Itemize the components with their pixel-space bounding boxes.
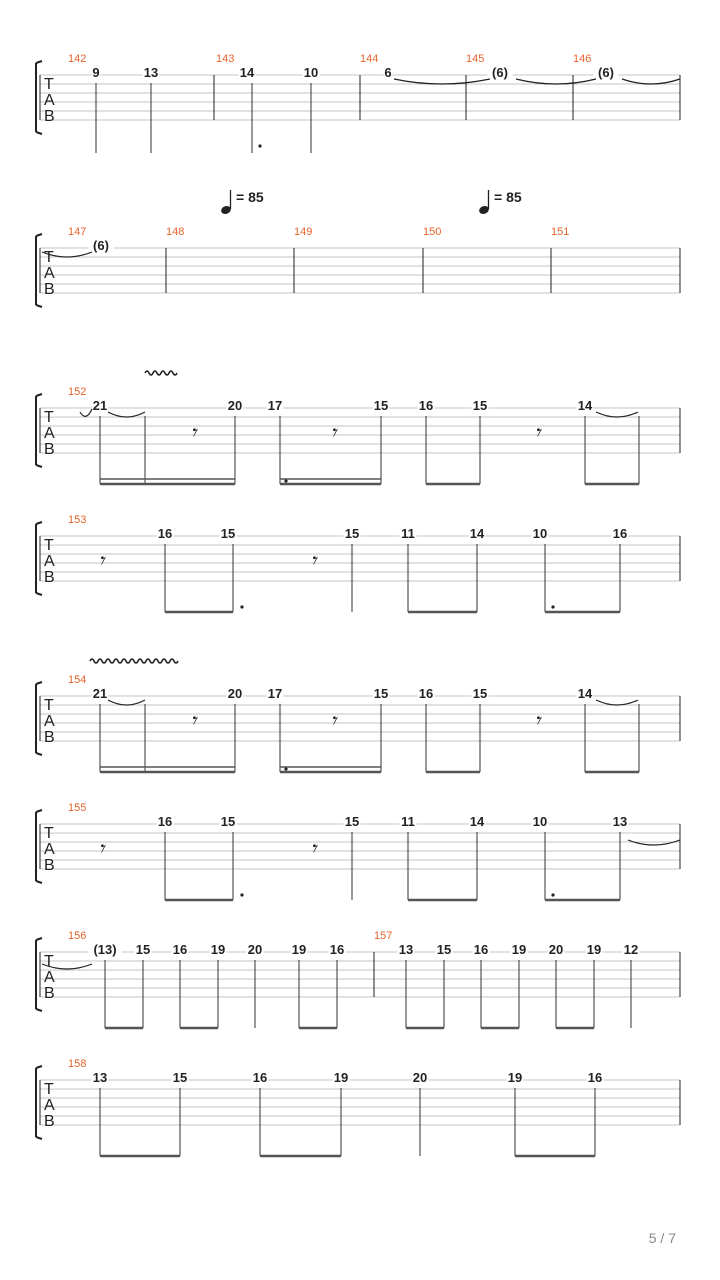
rest-symbol: 𝄾 — [190, 709, 196, 734]
tempo-value: = 85 — [494, 189, 522, 205]
fret-number: 16 — [418, 686, 434, 701]
fret-number: 16 — [418, 398, 434, 413]
tab-system — [36, 674, 680, 772]
fret-number: 15 — [373, 686, 389, 701]
fret-number: 19 — [210, 942, 226, 957]
fret-number: 20 — [412, 1070, 428, 1085]
tab-system — [36, 802, 680, 900]
measure-number: 158 — [68, 1058, 87, 1070]
measure-number: 153 — [68, 514, 87, 526]
rest-symbol: 𝄾 — [310, 837, 316, 862]
fret-number: 19 — [586, 942, 602, 957]
measure-number: 155 — [68, 802, 87, 814]
tab-clef-letter: B — [44, 729, 55, 746]
fret-number: 11 — [401, 814, 415, 829]
tempo-mark — [220, 189, 264, 215]
system-bracket — [36, 234, 42, 307]
tab-system — [36, 930, 680, 1028]
tab-system — [36, 226, 680, 307]
system-bracket — [36, 61, 42, 134]
tab-clef-letter: A — [44, 1097, 55, 1114]
tab-clef-letter: A — [44, 92, 55, 109]
fret-number: 20 — [548, 942, 564, 957]
fret-number: 21 — [92, 686, 108, 701]
tie-arc — [596, 700, 638, 705]
rhythm-dot — [284, 479, 287, 482]
tab-clef-letter: T — [44, 953, 54, 970]
fret-number: 15 — [436, 942, 452, 957]
tab-clef-letter: B — [44, 281, 55, 298]
measure-number: 144 — [360, 53, 379, 65]
fret-number: 15 — [472, 398, 488, 413]
tab-system — [36, 386, 680, 484]
rest-symbol: 𝄾 — [534, 421, 540, 446]
fret-number: 19 — [333, 1070, 349, 1085]
rhythm-dot — [258, 144, 261, 147]
tab-clef-letter: A — [44, 553, 55, 570]
tab-clef-letter: A — [44, 841, 55, 858]
fret-number: (6) — [93, 238, 109, 253]
tie-arc — [516, 79, 596, 84]
fret-number: (6) — [492, 65, 508, 80]
tab-clef-letter: T — [44, 249, 54, 266]
fret-number: 17 — [267, 686, 283, 701]
fret-number: 19 — [507, 1070, 523, 1085]
tab-clef-letter: A — [44, 713, 55, 730]
measure-number: 147 — [68, 226, 87, 238]
fret-number: 14 — [239, 65, 255, 80]
rest-symbol: 𝄾 — [190, 421, 196, 446]
fret-number: 20 — [227, 398, 243, 413]
tab-clef-letter: T — [44, 76, 54, 93]
fret-number: 13 — [612, 814, 628, 829]
fret-number: 20 — [227, 686, 243, 701]
tempo-value: = 85 — [236, 189, 264, 205]
rhythm-dot — [240, 605, 243, 608]
system-bracket — [36, 810, 42, 883]
measure-number: 142 — [68, 53, 87, 65]
fret-number: 14 — [469, 814, 485, 829]
fret-number: 15 — [344, 526, 360, 541]
vibrato-mark — [90, 659, 178, 663]
tab-clef-letter: A — [44, 969, 55, 986]
fret-number: 17 — [267, 398, 283, 413]
measure-number: 152 — [68, 386, 87, 398]
fret-number: 16 — [157, 526, 173, 541]
fret-number: 14 — [469, 526, 485, 541]
measure-number: 157 — [374, 930, 393, 942]
vibrato-mark — [145, 371, 177, 375]
measure-number: 150 — [423, 226, 442, 238]
tab-clef-letter: B — [44, 857, 55, 874]
fret-number: 16 — [252, 1070, 268, 1085]
fret-number: (13) — [93, 942, 117, 957]
tie-arc — [108, 412, 145, 417]
page-number: 5 / 7 — [648, 1230, 676, 1246]
rhythm-dot — [240, 893, 243, 896]
rhythm-dot — [551, 605, 554, 608]
tab-clef-letter: T — [44, 1081, 54, 1098]
tab-clef-letter: B — [44, 441, 55, 458]
rest-symbol: 𝄾 — [534, 709, 540, 734]
system-bracket — [36, 394, 42, 467]
measure-number: 151 — [551, 226, 570, 238]
tab-clef-letter: T — [44, 825, 54, 842]
tab-clef-letter: B — [44, 108, 55, 125]
measure-number: 145 — [466, 53, 485, 65]
fret-number: 11 — [401, 526, 415, 541]
fret-number: 21 — [92, 398, 108, 413]
fret-number: 19 — [291, 942, 307, 957]
fret-number: 15 — [172, 1070, 188, 1085]
fret-number: 14 — [577, 398, 593, 413]
tie-arc — [622, 79, 680, 84]
tab-system — [36, 1058, 680, 1156]
fret-number: 15 — [220, 814, 236, 829]
fret-number: 13 — [92, 1070, 108, 1085]
rhythm-dot — [551, 893, 554, 896]
rest-symbol: 𝄾 — [98, 837, 104, 862]
fret-number: 10 — [532, 526, 548, 541]
fret-number: 16 — [172, 942, 188, 957]
fret-number: 16 — [612, 526, 628, 541]
tab-clef-letter: B — [44, 985, 55, 1002]
fret-number: 15 — [472, 686, 488, 701]
tab-system — [36, 514, 680, 612]
fret-number: 15 — [135, 942, 151, 957]
tab-clef-letter: T — [44, 697, 54, 714]
fret-number: 13 — [398, 942, 414, 957]
measure-number: 148 — [166, 226, 185, 238]
tab-clef-letter: T — [44, 409, 54, 426]
measure-number: 143 — [216, 53, 235, 65]
fret-number: 12 — [623, 942, 639, 957]
fret-number: 20 — [247, 942, 263, 957]
tab-clef-letter: A — [44, 425, 55, 442]
system-bracket — [36, 682, 42, 755]
rest-symbol: 𝄾 — [310, 549, 316, 574]
tab-clef-letter: B — [44, 569, 55, 586]
fret-number: 15 — [220, 526, 236, 541]
fret-number: 14 — [577, 686, 593, 701]
system-bracket — [36, 938, 42, 1011]
tab-system — [36, 53, 680, 153]
tempo-mark — [478, 189, 522, 215]
rest-symbol: 𝄾 — [98, 549, 104, 574]
measure-number: 146 — [573, 53, 592, 65]
fret-number: 10 — [303, 65, 319, 80]
tie-arc — [108, 700, 145, 705]
tie-arc — [394, 79, 490, 84]
fret-number: 16 — [329, 942, 345, 957]
fret-number: 16 — [157, 814, 173, 829]
tie-arc — [596, 412, 638, 417]
fret-number: 16 — [473, 942, 489, 957]
rest-symbol: 𝄾 — [330, 421, 336, 446]
rhythm-dot — [284, 767, 287, 770]
fret-number: 10 — [532, 814, 548, 829]
measure-number: 149 — [294, 226, 313, 238]
fret-number: 13 — [143, 65, 159, 80]
tab-clef-letter: A — [44, 265, 55, 282]
measure-number: 154 — [68, 674, 87, 686]
fret-number: 15 — [373, 398, 389, 413]
fret-number: (6) — [598, 65, 614, 80]
fret-number: 15 — [344, 814, 360, 829]
fret-number: 9 — [92, 65, 100, 80]
rest-symbol: 𝄾 — [330, 709, 336, 734]
tab-clef-letter: T — [44, 537, 54, 554]
fret-number: 6 — [384, 65, 392, 80]
measure-number: 156 — [68, 930, 87, 942]
fret-number: 16 — [587, 1070, 603, 1085]
tab-clef-letter: B — [44, 1113, 55, 1130]
tie-arc — [80, 409, 92, 416]
fret-number: 19 — [511, 942, 527, 957]
system-bracket — [36, 522, 42, 595]
system-bracket — [36, 1066, 42, 1139]
